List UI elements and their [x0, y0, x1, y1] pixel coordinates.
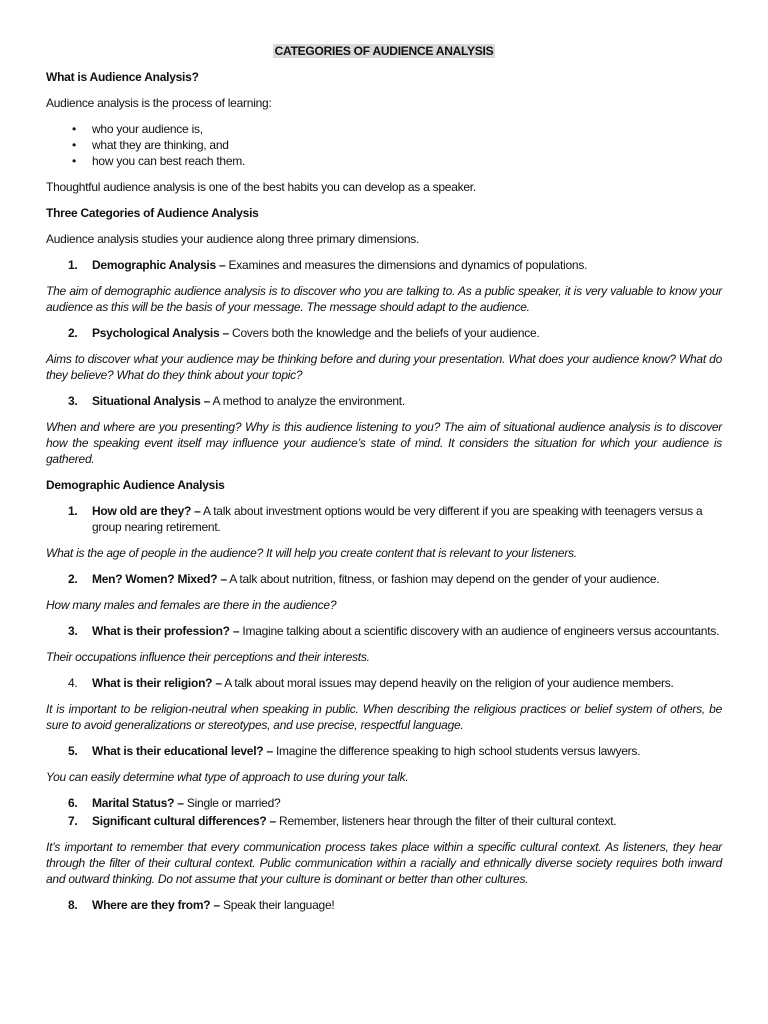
item-term: What is their religion? – — [92, 676, 222, 690]
item-description: Single or married? — [183, 796, 281, 810]
item-number: 1. — [68, 258, 78, 272]
item-number: 5. — [68, 744, 78, 758]
item-description: Imagine the difference speaking to high school students versus lawyers. — [272, 744, 641, 758]
item-term: What is their profession? – — [92, 624, 240, 638]
thoughtful-text: Thoughtful audience analysis is one of the best habits you can develop as a speaker. — [46, 180, 476, 194]
demo-item-religion — [46, 675, 722, 691]
item-description: A talk about moral issues may depend heavily on the religion of your audience members. — [221, 676, 674, 690]
category-item-demographic — [46, 257, 722, 273]
item-number: 7. — [68, 814, 78, 828]
item-description: Remember, listeners hear through the filter of their cultural context. — [275, 814, 617, 828]
bullet-list — [46, 121, 722, 169]
demo-item-age — [46, 503, 722, 535]
demo-note-education: You can easily determine what type of approach to use during your talk. — [46, 770, 409, 784]
demo-item-origin — [46, 897, 722, 913]
demo-note-gender: How many males and females are there in the audience? — [46, 598, 337, 612]
category-note-demographic: The aim of demographic audience analysis is to discover who you are talking to. As a public speaker, it is very valuable to know your audience as this will be the basis of your message. The message should adapt to the audience. — [46, 284, 722, 314]
intro-text: Audience analysis is the process of learning: — [46, 96, 272, 110]
item-term: Significant cultural differences? – — [92, 814, 276, 828]
demo-note-cultural: It’s important to remember that every communication process takes place within a specific cultural context. As listeners, they hear through the filter of their cultural context. Public communication within a racially and ethnically diverse society requires both inward and outward thinking. Do not assume that your culture is dominant or better than other cultures. — [46, 840, 722, 886]
demographic-heading: Demographic Audience Analysis — [46, 478, 225, 492]
item-number: 3. — [68, 394, 78, 408]
item-number: 2. — [68, 572, 78, 586]
demo-item-cultural — [46, 813, 722, 829]
three-categories-heading: Three Categories of Audience Analysis — [46, 206, 259, 220]
item-description: Examines and measures the dimensions and dynamics of populations. — [225, 258, 588, 272]
item-term: Psychological Analysis – — [92, 326, 229, 340]
item-term: Marital Status? – — [92, 796, 184, 810]
demo-note-age: What is the age of people in the audience? It will help you create content that is relevant to your listeners. — [46, 546, 577, 560]
item-term: Where are they from? – — [92, 898, 220, 912]
item-term: Situational Analysis – — [92, 394, 211, 408]
item-description: Covers both the knowledge and the beliefs of your audience. — [228, 326, 540, 340]
demo-item-marital — [46, 795, 722, 811]
item-description: A method to analyze the environment. — [210, 394, 405, 408]
what-heading: What is Audience Analysis? — [46, 70, 199, 84]
bullet-item: • what they are thinking, and — [72, 137, 722, 153]
item-description: Speak their language! — [219, 898, 335, 912]
item-number: 1. — [68, 504, 78, 518]
item-number: 8. — [68, 898, 78, 912]
demo-note-profession: Their occupations influence their perceptions and their interests. — [46, 650, 370, 664]
item-number: 2. — [68, 326, 78, 340]
item-number: 6. — [68, 796, 78, 810]
item-term: Men? Women? Mixed? – — [92, 572, 227, 586]
item-term: What is their educational level? – — [92, 744, 273, 758]
bullet-item: • how you can best reach them. — [72, 153, 722, 169]
item-number: 4. — [68, 676, 78, 690]
bullet-item: • who your audience is, — [72, 121, 722, 137]
item-number: 3. — [68, 624, 78, 638]
document-title: CATEGORIES OF AUDIENCE ANALYSIS — [274, 44, 494, 58]
item-term: How old are they? – — [92, 504, 201, 518]
three-categories-intro: Audience analysis studies your audience along three primary dimensions. — [46, 232, 420, 246]
item-description: A talk about investment options would be very different if you are speaking with teenagers versus a group nearing retirement. — [92, 504, 703, 534]
item-description: A talk about nutrition, fitness, or fashion may depend on the gender of your audience. — [226, 572, 660, 586]
item-term: Demographic Analysis – — [92, 258, 226, 272]
item-description: Imagine talking about a scientific discovery with an audience of engineers versus accountants. — [239, 624, 720, 638]
category-item-psychological — [46, 325, 722, 341]
category-note-situational: When and where are you presenting? Why is this audience listening to you? The aim of situational audience analysis is to discover how the speaking event itself may influence your audience’s state of mind. It considers the situation for which your audience is gathered. — [46, 420, 722, 466]
demo-item-gender — [46, 571, 722, 587]
category-item-situational — [46, 393, 722, 409]
demo-note-religion: It is important to be religion-neutral when speaking in public. When describing the religious practices or belief system of others, be sure to avoid generalizations or stereotypes, and use precise, respectful language. — [46, 702, 722, 732]
category-note-psychological: Aims to discover what your audience may be thinking before and during your presentation. What does your audience know? What do they believe? What do they think about your topic? — [46, 352, 722, 382]
demo-item-education — [46, 743, 722, 759]
demo-item-profession — [46, 623, 722, 639]
